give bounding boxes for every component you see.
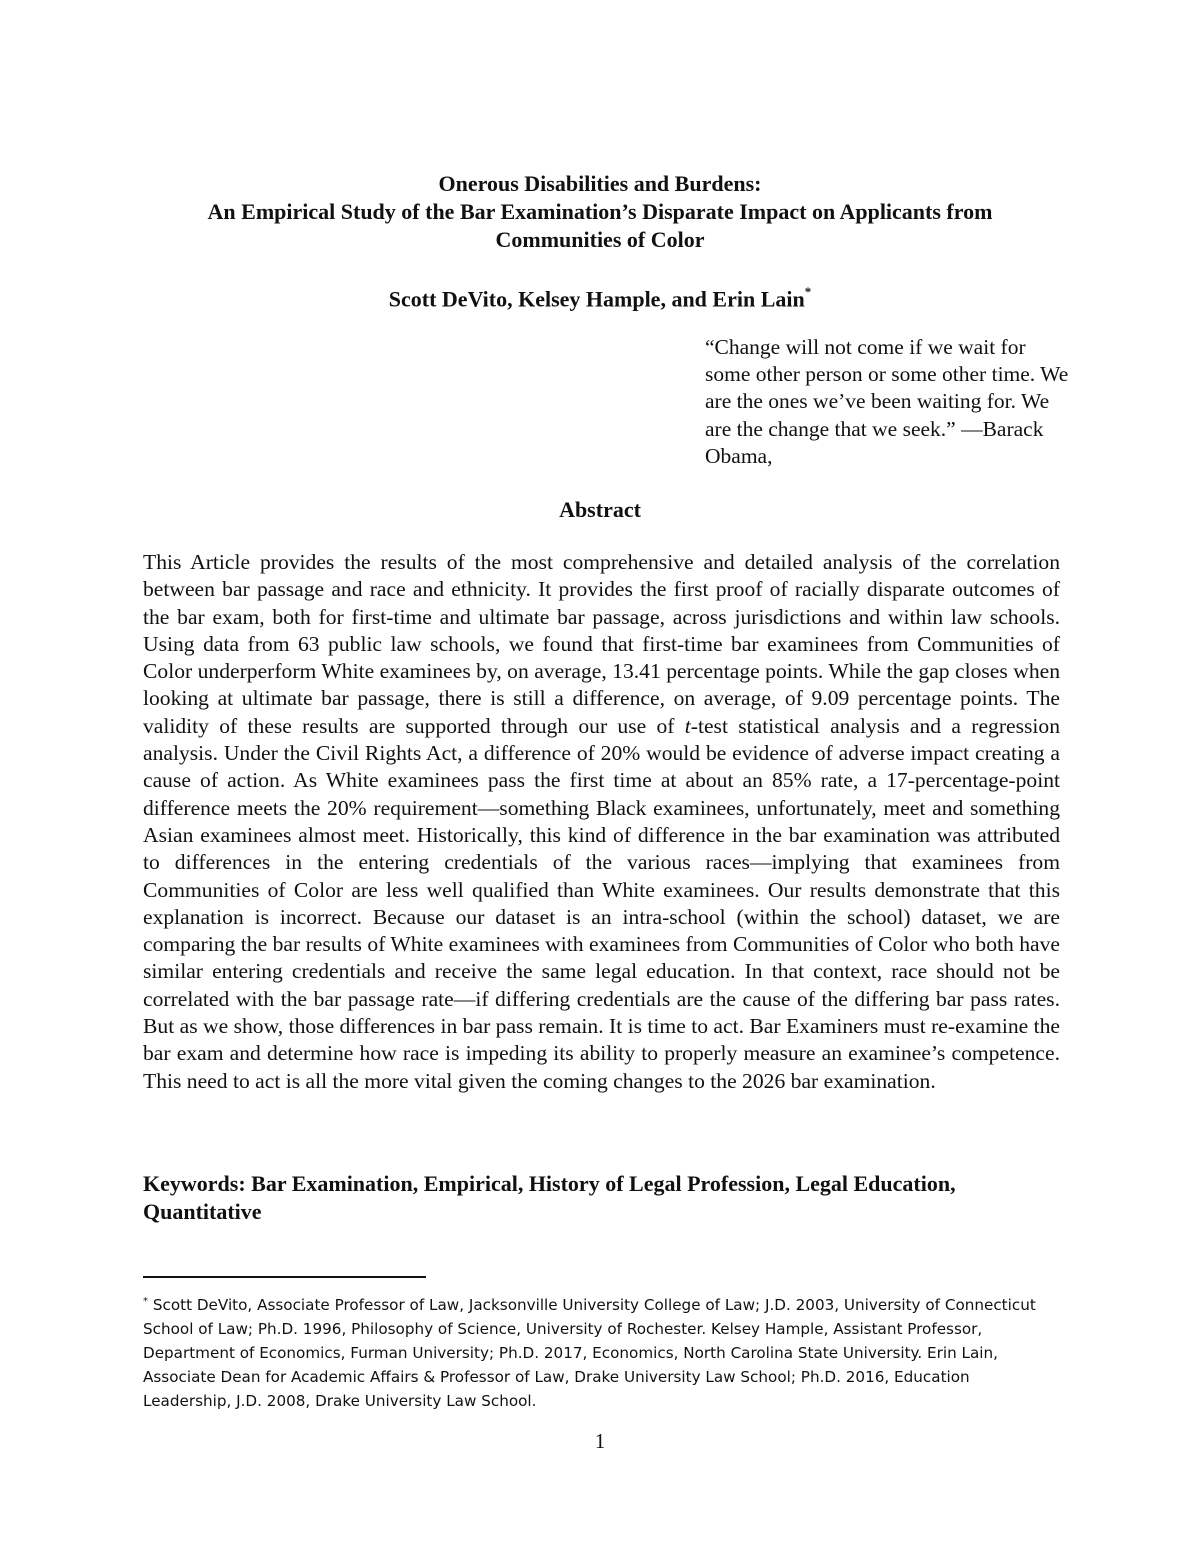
footnote (143, 1290, 1060, 1413)
author-names: Scott DeVito, Kelsey Hample, and Erin Lain (388, 286, 805, 312)
keywords: Keywords: Bar Examination, Empirical, History of Legal Profession, Legal Education, Quantitative (143, 1171, 956, 1224)
abstract-text-part-2: -test statistical analysis and a regression analysis. Under the Civil Rights Act, a difference of 20% would be evidence of adverse impact creating a cause of action. As White examinees pass the first time at about an 85% rate, a 17-percentage-point difference meets the 20% requirement—something Black examinees, unfortunately, meet and something Asian examinees almost meet. Historically, this kind of difference in the bar examination was attributed to differences in the entering credentials of the various races—implying that examinees from Communities of Color are less well qualified than White examinees. Our results demonstrate that this explanation is incorrect. Because our dataset is an intra-school (within the school) dataset, we are comparing the bar results of White examinees with examinees from Communities of Color who both have similar entering credentials and receive the same legal education. In that context, race should not be correlated with the bar passage rate—if differing credentials are the cause of the differing bar pass rates. But as we show, those differences in bar pass remain. It is time to act. Bar Examiners must re-examine the bar exam and determine how race is impeding its ability to properly measure an examinee’s competence. This need to act is all the more vital given the coming changes to the 2026 bar examination. (143, 713, 1060, 1093)
abstract-text-part-1: This Article provides the results of the most comprehensive and detailed analysis of the correlation between bar passage and race and ethnicity. It provides the first proof of racially disparate outcomes of the bar exam, both for first-time and ultimate bar passage, across jurisdictions and within law schools. Using data from 63 public law schools, we found that first-time bar examinees from Communities of Color underperform White examinees by, on average, 13.41 percentage points. While the gap closes when looking at ultimate bar passage, there is still a difference, on average, of 9.09 percentage points. The validity of these results are supported through our use of (143, 550, 1060, 738)
epigraph-quote: “Change will not come if we wait for some other person or some other time. We are the ones we’ve been waiting for. We are the change that we seek.” —Barack Obama, (705, 335, 1069, 468)
title-line-3: Communities of Color (495, 227, 705, 252)
abstract-italic-t: t (684, 713, 691, 738)
author-line (0, 280, 1200, 313)
abstract-body (143, 549, 1060, 1095)
footnote-text: Scott DeVito, Associate Professor of Law, Jacksonville University College of Law; J.D. 2003, University of Connecticut School of Law; Ph.D. 1996, Philosophy of Science, University of Rochester. Kelsey Hample, Assistant Professor, Department of Economics, Furman University; Ph.D. 2017, Economics, North Carolina State University. Erin Lain, Associate Dean for Academic Affairs & Professor of Law, Drake University Law School; Ph.D. 2016, Education Leadership, J.D. 2008, Drake University Law School. (143, 1296, 1036, 1411)
page-number: 1 (594, 1429, 606, 1453)
footnote-divider (143, 1276, 426, 1278)
abstract-heading: Abstract (559, 497, 641, 522)
footnote-mark: * (143, 1296, 148, 1307)
title-line-1: Onerous Disabilities and Burdens: (438, 171, 762, 196)
author-footnote-mark: * (804, 284, 812, 299)
paper-title (0, 170, 1200, 254)
title-line-2: An Empirical Study of the Bar Examination’s Disparate Impact on Applicants from (207, 199, 993, 224)
